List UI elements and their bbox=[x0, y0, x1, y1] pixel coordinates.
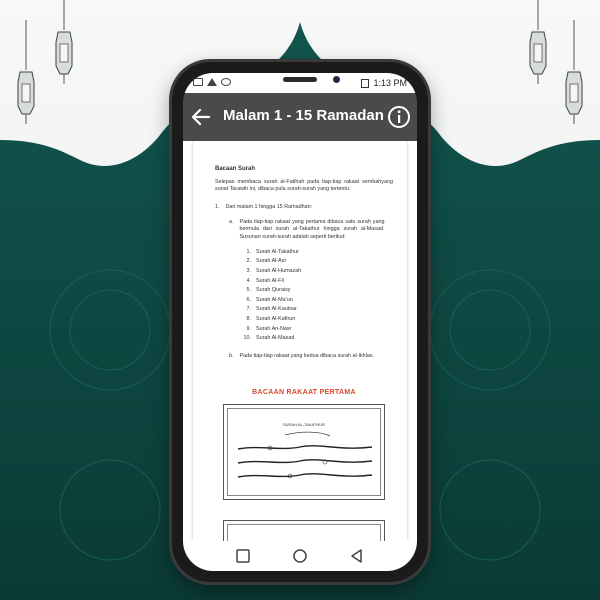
status-icons-left bbox=[193, 78, 231, 86]
list-item bbox=[243, 297, 393, 307]
list-letter: a. bbox=[229, 218, 234, 225]
quran-text-image bbox=[223, 404, 385, 500]
surah-list bbox=[243, 249, 393, 345]
surah-name: Surah Al-Ma'un bbox=[256, 296, 293, 303]
phone-camera bbox=[333, 76, 340, 83]
list-item bbox=[229, 353, 393, 360]
back-arrow-icon[interactable] bbox=[189, 105, 213, 129]
surah-name: Surah Al-Kafirun bbox=[256, 316, 296, 323]
list-item bbox=[243, 306, 393, 316]
app-bar bbox=[183, 93, 417, 141]
surah-name: Surah Al-Humazah bbox=[256, 268, 302, 275]
page-title: Malam 1 - 15 Ramadan bbox=[223, 107, 384, 124]
lantern-icon bbox=[52, 0, 76, 90]
status-icons-right bbox=[361, 78, 407, 88]
surah-name: Surah An-Nasr bbox=[256, 325, 292, 332]
list-item bbox=[229, 219, 393, 241]
list-item bbox=[243, 268, 393, 278]
status-time: 1:13 PM bbox=[373, 78, 407, 88]
list-letter: b. bbox=[229, 352, 234, 359]
send-icon bbox=[207, 78, 217, 86]
list-number: 1. bbox=[246, 248, 251, 255]
quran-frame bbox=[227, 524, 381, 541]
list-number: 8. bbox=[246, 316, 251, 323]
list-number: 9. bbox=[246, 325, 251, 332]
list-number: 7. bbox=[246, 306, 251, 313]
status-bar bbox=[183, 73, 417, 93]
intro-paragraph: Selepas membaca surah al-Fatihah pada tiap-tiap rakaat sembahyang sunat Tarawih ini, dibaca pula surah-surah yang tertentu: bbox=[215, 179, 393, 193]
list-number: 1. bbox=[215, 203, 220, 210]
list-item bbox=[243, 249, 393, 259]
triangle-back-icon[interactable] bbox=[349, 548, 365, 564]
list-number: 10. bbox=[243, 335, 251, 342]
lantern-icon bbox=[562, 20, 586, 130]
content-area[interactable] bbox=[183, 141, 417, 541]
list-item bbox=[243, 287, 393, 297]
surah-name: Surah Al-Takathur bbox=[256, 248, 299, 255]
navigation-bar bbox=[183, 541, 417, 571]
list-number: 2. bbox=[246, 258, 251, 265]
list-text: Pada tiap-tiap rakaat yang pertama dibaca satu surah yang bermula dari surah al-Takathur hingga surah al-Masad. Susunan surah-surah adalah seperti berikut: bbox=[239, 218, 385, 240]
arabic-text-lines bbox=[230, 431, 380, 497]
rakaat-title: BACAAN RAKAAT PERTAMA bbox=[252, 389, 356, 397]
phone-screen bbox=[183, 73, 417, 571]
surah-name: Surah Al-Kautsar bbox=[256, 306, 297, 313]
list-number: 5. bbox=[246, 287, 251, 294]
circle-home-icon[interactable] bbox=[292, 548, 308, 564]
list-number: 3. bbox=[246, 268, 251, 275]
lantern-icon bbox=[14, 20, 38, 130]
surah-name: Surah Al-Asr bbox=[256, 258, 287, 265]
info-icon[interactable] bbox=[387, 105, 411, 129]
square-recents-icon[interactable] bbox=[235, 548, 251, 564]
list-number: 4. bbox=[246, 277, 251, 284]
surah-name: Surah Quraisy bbox=[256, 287, 291, 294]
phone-speaker bbox=[283, 77, 317, 82]
section-heading: Bacaan Surah bbox=[215, 166, 256, 172]
list-text: Pada tiap-tiap rakaat yang kedua dibaca surah al-Ikhlas. bbox=[239, 352, 375, 359]
document-page bbox=[193, 141, 407, 541]
at-icon bbox=[221, 78, 231, 86]
battery-icon bbox=[361, 79, 369, 88]
quran-frame bbox=[227, 408, 381, 496]
list-text: Dari malam 1 hingga 15 Ramadhan: bbox=[225, 203, 313, 210]
list-item bbox=[215, 204, 393, 211]
list-item bbox=[243, 326, 393, 336]
surah-name: Surah Al-Masad bbox=[256, 335, 295, 342]
list-item bbox=[243, 278, 393, 288]
list-item bbox=[243, 335, 393, 345]
message-icon bbox=[193, 78, 203, 86]
mushaf-subtitle: SURAH AL-TAKATHUR bbox=[282, 421, 326, 427]
lantern-icon bbox=[526, 0, 550, 90]
list-item bbox=[243, 316, 393, 326]
surah-name: Surah Al-Fil bbox=[256, 277, 284, 284]
list-item bbox=[243, 258, 393, 268]
phone-frame bbox=[172, 62, 428, 582]
quran-text-image bbox=[223, 520, 385, 541]
list-number: 6. bbox=[246, 296, 251, 303]
